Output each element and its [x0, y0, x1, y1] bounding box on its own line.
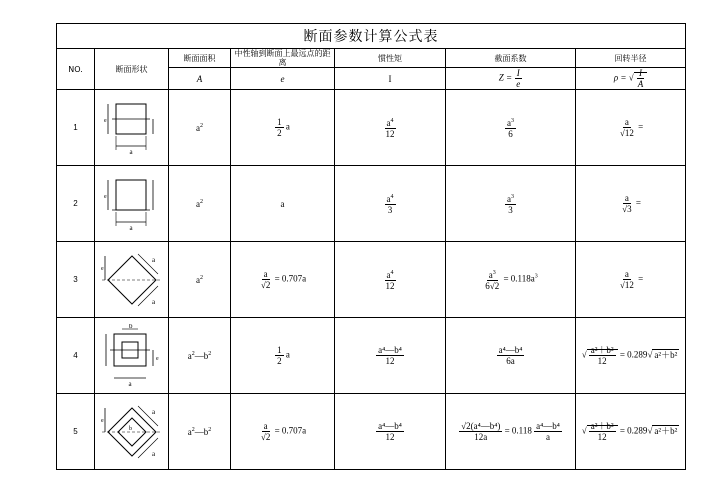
row-number: 5: [57, 394, 95, 470]
header-neutral-distance: 中性轴到断面上最远点的距离: [231, 49, 335, 68]
header-no: NO.: [57, 49, 95, 90]
radius-formula: √ $\frac{\text{a²＋b²}}{12}$ = 0.289√ a²＋b²: [576, 394, 686, 470]
shape-solid-square: [95, 90, 169, 166]
formula-sheet: [56, 23, 685, 469]
svg-text:a: a: [151, 255, 155, 264]
symbol-modulus: Z = $\frac{I}{e}$: [446, 68, 576, 90]
modulus-formula: $\frac{a^3}{3}$: [446, 166, 576, 242]
inertia-formula: $\frac{a^4}{3}$: [335, 166, 446, 242]
shape-square-base: [95, 166, 169, 242]
header-area: 断面面积: [169, 49, 231, 68]
section-formula-table: [56, 23, 686, 470]
symbol-area: A: [169, 68, 231, 90]
hollow-square-diagram: [100, 324, 164, 388]
svg-text:e: e: [100, 265, 104, 272]
symbol-neutral: e: [231, 68, 335, 90]
row-number: 3: [57, 242, 95, 318]
svg-text:a: a: [151, 297, 155, 306]
neutral-formula: $\frac{a}{√2}$ = 0.707a: [231, 394, 335, 470]
modulus-formula: $\frac{\text{a⁴—b⁴}}{6a}$: [446, 318, 576, 394]
table-row: [57, 90, 686, 166]
table-row: [57, 166, 686, 242]
header-modulus: 截面系数: [446, 49, 576, 68]
table-title: 断面参数计算公式表: [57, 24, 686, 49]
neutral-formula: a: [231, 166, 335, 242]
radius-formula: $\frac{a}{√3}$ =: [576, 166, 686, 242]
svg-text:e: e: [100, 417, 104, 424]
neutral-formula: $\frac{1}{2}$ a: [231, 318, 335, 394]
modulus-formula: $\frac{a^3}{6}$: [446, 90, 576, 166]
inertia-formula: $\frac{a^4}{12}$: [335, 242, 446, 318]
diamond-diagram: [100, 248, 164, 312]
neutral-formula: $\frac{a}{√2}$ = 0.707a: [231, 242, 335, 318]
shape-diamond: [95, 242, 169, 318]
svg-text:e: e: [103, 193, 107, 200]
row-number: 1: [57, 90, 95, 166]
svg-text:b: b: [128, 323, 132, 330]
svg-text:a: a: [151, 449, 155, 458]
symbol-radius: ρ = √ $\frac{I}{A}$: [576, 68, 686, 90]
header-inertia: 惯性矩: [335, 49, 446, 68]
radius-formula: $\frac{a}{√12}$ =: [576, 90, 686, 166]
area-formula: $a^2$: [169, 166, 231, 242]
inertia-formula: $\frac{\text{a⁴—b⁴}}{12}$: [335, 394, 446, 470]
shape-hollow-diamond: [95, 394, 169, 470]
hollow-diamond-diagram: [100, 400, 164, 464]
shape-hollow-square: [95, 318, 169, 394]
svg-text:a: a: [128, 223, 133, 232]
inertia-formula: $\frac{\text{a⁴—b⁴}}{12}$: [335, 318, 446, 394]
header-shape: 断面形状: [95, 49, 169, 90]
area-formula: $a^2$: [169, 242, 231, 318]
row-number: 4: [57, 318, 95, 394]
row-number: 2: [57, 166, 95, 242]
svg-text:e: e: [155, 355, 159, 362]
area-formula: $a^2—b^2$: [169, 394, 231, 470]
svg-text:e: e: [103, 117, 107, 124]
table-row: [57, 394, 686, 470]
radius-formula: √ $\frac{\text{a²＋b²}}{12}$ = 0.289√ a²＋b²: [576, 318, 686, 394]
svg-text:a: a: [151, 407, 155, 416]
neutral-formula: $\frac{1}{2}$ a: [231, 90, 335, 166]
modulus-formula: $\frac{\text{√2(a⁴—b⁴)}}{12a}$ = 0.118 $\frac{\text{a⁴—b⁴}}{a}$: [446, 394, 576, 470]
table-row: [57, 242, 686, 318]
area-formula: $a^2—b^2$: [169, 318, 231, 394]
svg-text:a: a: [127, 379, 132, 388]
radius-formula: $\frac{a}{√12}$ =: [576, 242, 686, 318]
table-row: [57, 318, 686, 394]
solid-square-diagram: [100, 96, 164, 160]
svg-text:b: b: [128, 425, 132, 432]
svg-text:a: a: [128, 147, 133, 156]
inertia-formula: $\frac{a^4}{12}$: [335, 90, 446, 166]
symbol-inertia: I: [335, 68, 446, 90]
header-radius: 回转半径: [576, 49, 686, 68]
square-base-diagram: [100, 172, 164, 236]
modulus-formula: $\frac{a^3}{6√2}$ = $0.118a^3$: [446, 242, 576, 318]
area-formula: $a^2$: [169, 90, 231, 166]
